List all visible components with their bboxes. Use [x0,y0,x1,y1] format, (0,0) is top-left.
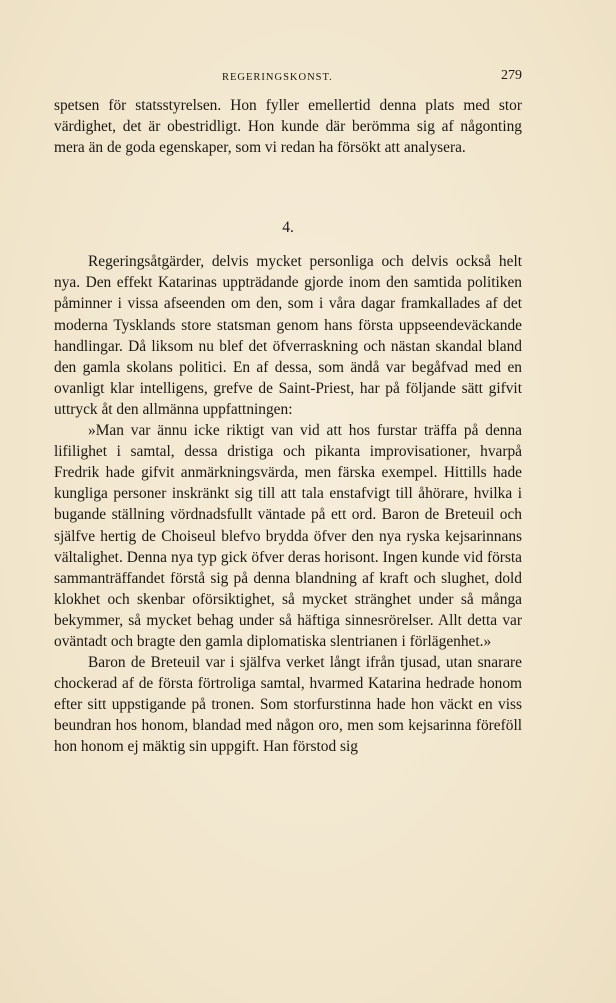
quotation-paragraph: »Man var ännu icke riktigt van vid att hos furstar träffa på denna lifilighet i samtal, dessa dristiga och pikanta improvisationer, hvarpå Fredrik hade gifvit anmärkningsvärda, men färska exempel. Hittills hade kungliga personer inskränkt sig till att tala enstafvigt till åhörare, hvilka i bugande ställning vördnadsfullt väntade på ett ord. Baron de Breteuil och själfve hertig de Choiseul blefvo brydda öfver den nya ryska kejsarinnans vältalighet. Denna nya typ gick öfver deras horisont. Ingen kunde vid första sammanträffandet förstå sig på denna blandning af kraft och slughet, dold klokhet och skenbar oförsiktighet, så mycket stränghet under så många bekymmer, så mycket behag under så häftiga sinnesrörelser. Allt detta var oväntadt och bragte den gamla diplomatiska slentrianen i förlägenhet.» [54,422,522,650]
paragraph: Regeringsåtgärder, delvis mycket personliga och delvis också helt nya. Den effekt Katarinas uppträdande gjorde inom den samtida politiken påminner i vissa afseenden om den, som i våra dagar framkallades af det moderna Tysklands store statsman genom hans första uppseendeväckande handlingar. Då liksom nu blef det öfverraskning och nästan skandal bland den gamla skolans politici. En af dessa, som ändå var begåfvad med en ovanligt klar intelligens, grefve de Saint-Priest, har på följande sätt gifvit uttryck åt den allmänna uppfattningen: [54,253,522,418]
running-head: REGERINGSKONST. [222,72,333,83]
page-header [54,62,522,90]
paragraph-continued: spetsen för statsstyrelsen. Hon fyller emellertid denna plats med stor värdighet, det är obestridligt. Hon kunde där berömma sig af någonting mera än de goda egenskaper, som vi redan ha försökt att analysera. [54,97,522,157]
paragraph: Baron de Breteuil var i själfva verket långt ifrån tjusad, utan snarare chockerad af de första förtroliga samtal, hvarmed Katarina hedrade honom efter sitt uppstigande på tronen. Som storfurstinna hade hon väckt en viss beundran hos honom, blandad med någon oro, men som kejsarinna föreföll hon honom ej mäktig sin uppgift. Han förstod sig [54,654,522,756]
page-body [54,95,522,758]
page-number: 279 [501,68,522,83]
section-number: 4. [282,219,294,237]
book-page [54,62,522,758]
